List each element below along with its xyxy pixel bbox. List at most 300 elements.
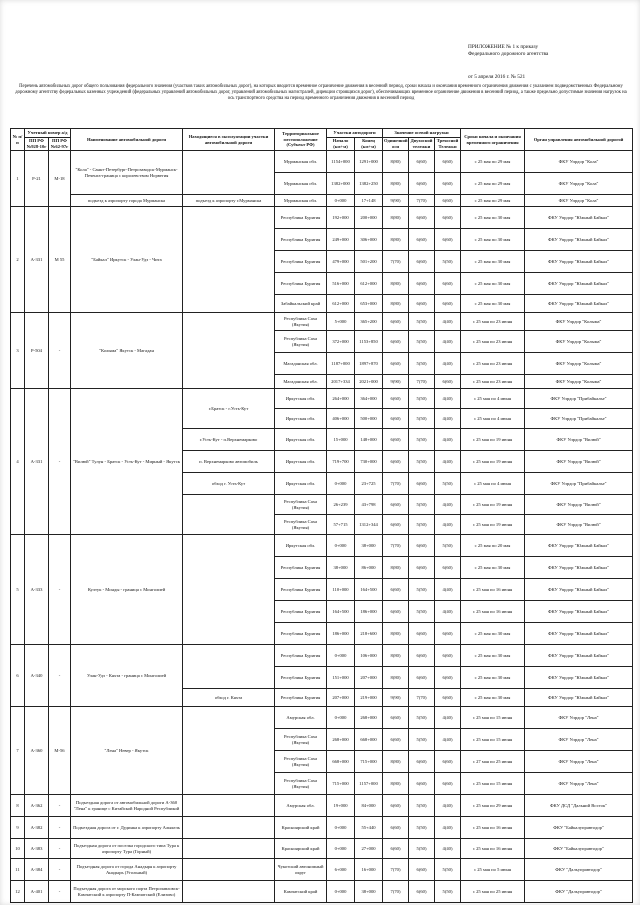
single-axle-cell: 8(80) <box>383 623 409 645</box>
header-account: Учетный номер а/д <box>25 129 71 138</box>
single-axle-cell: 7(70) <box>383 473 409 495</box>
end-cell: 1312+344 <box>355 515 383 535</box>
double-axle-cell: 5(50) <box>409 353 435 375</box>
header-section-group: Участки автодороги <box>327 129 383 138</box>
header-period: Сроки начала и окончания временного ограничения <box>461 129 525 151</box>
period-cell: с 25 мая по 30 мая <box>461 229 525 251</box>
start-cell: 0+000 <box>327 881 355 903</box>
double-axle-cell: 5(50) <box>409 515 435 535</box>
region-cell: Республика Саха (Якутия) <box>275 751 327 773</box>
single-axle-cell: 8(80) <box>383 645 409 667</box>
period-cell: с 25 мая по 15 июня <box>461 707 525 729</box>
org-cell: ФКУ Упрдор "Прибайкалье" <box>525 473 633 495</box>
start-cell: 268+000 <box>327 729 355 751</box>
single-axle-cell: 6(60) <box>383 409 409 429</box>
org-cell: ФКУ Упрдор "Южный Байкал" <box>525 295 633 313</box>
single-axle-cell: 7(70) <box>383 251 409 273</box>
start-cell: 516+000 <box>327 273 355 295</box>
single-axle-cell: 6(60) <box>383 389 409 409</box>
org-cell: ФКУ Упрдор "Вилюй" <box>525 495 633 515</box>
period-cell: с 25 мая по 30 мая <box>461 667 525 689</box>
pp-old-cell: Р-21 <box>25 151 49 207</box>
end-cell: 1153+850 <box>355 331 383 353</box>
table-row <box>11 195 633 207</box>
header-double: Двухосной тележки <box>409 138 435 151</box>
start-cell: 5+000 <box>327 313 355 331</box>
end-cell: 186+000 <box>355 601 383 623</box>
table-row <box>11 795 633 817</box>
section-cell <box>183 313 275 389</box>
org-cell: ФКУ Упрдор "Лена" <box>525 707 633 729</box>
start-cell: 264+000 <box>327 389 355 409</box>
end-cell: 219+000 <box>355 689 383 707</box>
period-cell: с 25 мая по 19 июня <box>461 451 525 473</box>
period-cell: с 25 мая по 23 июня <box>461 353 525 375</box>
triple-axle-cell: 6(60) <box>435 273 461 295</box>
double-axle-cell: 7(70) <box>409 689 435 707</box>
triple-axle-cell: 4(40) <box>435 353 461 375</box>
period-cell: с 27 мая по 25 июня <box>461 751 525 773</box>
double-axle-cell: 5(50) <box>409 707 435 729</box>
end-cell: 38+000 <box>355 535 383 557</box>
double-axle-cell: 5(50) <box>409 389 435 409</box>
region-cell: Республика Саха (Якутия) <box>275 331 327 353</box>
period-cell: с 25 мая по 16 июня <box>461 817 525 839</box>
pp-new-cell: - <box>49 535 71 645</box>
region-cell: Иркутская обл. <box>275 409 327 429</box>
end-cell: 1382+250 <box>355 173 383 195</box>
double-axle-cell: 7(70) <box>409 375 435 389</box>
start-cell: 15+000 <box>327 429 355 451</box>
road-name-cell: "Колыма" Якутск - Магадан <box>71 313 183 389</box>
double-axle-cell: 5(50) <box>409 409 435 429</box>
period-cell: с 25 мая по 23 июня <box>461 313 525 331</box>
double-axle-cell: 5(50) <box>409 429 435 451</box>
double-axle-cell: 5(50) <box>409 331 435 353</box>
region-cell: Республика Бурятия <box>275 601 327 623</box>
double-axle-cell: 5(50) <box>409 601 435 623</box>
appendix-date: от 5 апреля 2016 г. № 521 <box>468 74 526 80</box>
table-row <box>11 207 633 229</box>
double-axle-cell: 6(60) <box>409 557 435 579</box>
pp-new-cell: - <box>49 313 71 389</box>
double-axle-cell: 6(60) <box>409 207 435 229</box>
single-axle-cell: 6(60) <box>383 817 409 839</box>
double-axle-cell: 5(50) <box>409 795 435 817</box>
pp-new-cell: - <box>49 645 71 707</box>
org-cell: ФКУ Упрдор "Южный Байкал" <box>525 207 633 229</box>
section-cell <box>183 207 275 313</box>
row-number: 5 <box>11 535 25 645</box>
start-cell: 0+000 <box>327 473 355 495</box>
header-num: № п/п <box>11 129 25 151</box>
row-number: 11 <box>11 859 25 881</box>
region-cell: Забайкальский край <box>275 295 327 313</box>
end-cell: 612+000 <box>355 273 383 295</box>
region-cell: Республика Бурятия <box>275 689 327 707</box>
double-axle-cell: 5(50) <box>409 579 435 601</box>
region-cell: Амурская обл. <box>275 795 327 817</box>
header-end: Конец (км+м) <box>355 138 383 151</box>
end-cell: 106+000 <box>355 645 383 667</box>
org-cell: ФКУ Упрдор "Южный Байкал" <box>525 667 633 689</box>
header-org: Орган управления автомобильной дорогой <box>525 129 633 151</box>
org-cell: ФКУ "Дальуправтодор" <box>525 859 633 881</box>
double-axle-cell: 6(60) <box>409 229 435 251</box>
double-axle-cell: 6(60) <box>409 773 435 795</box>
period-cell: с 25 мая по 4 июня <box>461 409 525 429</box>
pp-old-cell: А-333 <box>25 535 49 645</box>
start-cell: 0+000 <box>327 645 355 667</box>
section-cell <box>183 859 275 881</box>
org-cell: ФКУ Упрдор "Южный Байкал" <box>525 623 633 645</box>
org-cell: ФКУ "Байкалуправтодор" <box>525 817 633 839</box>
start-cell: 151+000 <box>327 667 355 689</box>
row-number: 2 <box>11 207 25 313</box>
org-cell: ФКУ Упрдор "Прибайкалье" <box>525 389 633 409</box>
start-cell: 164+500 <box>327 601 355 623</box>
period-cell: с 25 мая по 23 июня <box>461 331 525 353</box>
end-cell: 55+440 <box>355 817 383 839</box>
double-axle-cell: 6(60) <box>409 273 435 295</box>
period-cell: с 25 мая по 29 мая <box>461 151 525 173</box>
org-cell: ФКУ Упрдор "Южный Байкал" <box>525 579 633 601</box>
row-number: 3 <box>11 313 25 389</box>
start-cell: 192+000 <box>327 207 355 229</box>
org-cell: ФКУ Упрдор "Лена" <box>525 773 633 795</box>
table-row <box>11 707 633 729</box>
single-axle-cell: 6(60) <box>383 451 409 473</box>
pp-old-cell: А-401 <box>25 881 49 903</box>
pp-old-cell: А-340 <box>25 645 49 707</box>
region-cell: Мурманская обл. <box>275 195 327 207</box>
end-cell: 715+000 <box>355 751 383 773</box>
period-cell: с 25 мая по 30 мая <box>461 295 525 313</box>
period-cell: с 25 мая по 30 мая <box>461 207 525 229</box>
region-cell: Республика Бурятия <box>275 579 327 601</box>
single-axle-cell: 6(60) <box>383 579 409 601</box>
double-axle-cell: 6(60) <box>409 295 435 313</box>
org-cell: ФКУ ДСД "Дальний Восток" <box>525 795 633 817</box>
road-name-cell: "Кола" - Санкт-Петербург-Петрозаводск-Мурманск-Печенга-граница с королевством Норвегия <box>71 151 183 195</box>
region-cell: Иркутская обл. <box>275 451 327 473</box>
triple-axle-cell: 5(50) <box>435 859 461 881</box>
triple-axle-cell: 4(40) <box>435 331 461 353</box>
triple-axle-cell: 5(50) <box>435 473 461 495</box>
single-axle-cell: 6(60) <box>383 313 409 331</box>
end-cell: 364+000 <box>355 389 383 409</box>
single-axle-cell: 6(60) <box>383 429 409 451</box>
period-cell: с 25 мая по 30 мая <box>461 623 525 645</box>
end-cell: 1897+870 <box>355 353 383 375</box>
single-axle-cell: 8(80) <box>383 773 409 795</box>
triple-axle-cell: 4(40) <box>435 313 461 331</box>
double-axle-cell: 5(50) <box>409 313 435 331</box>
section-cell: г.Усть-Кут - п.Верхнемарково <box>183 429 275 451</box>
single-axle-cell: 8(80) <box>383 295 409 313</box>
region-cell: Иркутская обл. <box>275 429 327 451</box>
region-cell: Мурманская обл. <box>275 173 327 195</box>
start-cell: 668+000 <box>327 751 355 773</box>
document-heading: Перечень автомобильных дорог общего пользования федерального значения (участков таких автомобильных дорог), на которых вводится временное ограничение движения в весенний период, сроки начала и окончания временного ограничения движения с указанием подведомственных Федеральному дорожному агентству федеральных казенных учреждений (федеральных управлений автомобильных дорог, управлений автомобильных магистралей, дирекции строящихся дорог), обеспечивающих временное ограничение движения в весенний период, а также предельно допустимые значения нагрузок на ось транспортного средства на период временного ограничения движения в весенний период <box>15 84 627 102</box>
header-section: Находящиеся в эксплуатации участки автомобильной дороги <box>183 129 275 151</box>
row-number: 10 <box>11 839 25 859</box>
single-axle-cell: 6(60) <box>383 795 409 817</box>
triple-axle-cell: 4(40) <box>435 601 461 623</box>
section-cell <box>183 817 275 839</box>
org-cell: ФКУ Упрдор "Прибайкалье" <box>525 409 633 429</box>
start-cell: 612+000 <box>327 295 355 313</box>
region-cell: Республика Бурятия <box>275 273 327 295</box>
period-cell: с 25 мая по 5 июня <box>461 859 525 881</box>
triple-axle-cell: 5(50) <box>435 251 461 273</box>
pp-new-cell: - <box>49 859 71 881</box>
org-cell: ФКУ Упрдор "Южный Байкал" <box>525 535 633 557</box>
period-cell: с 25 мая по 30 мая <box>461 273 525 295</box>
single-axle-cell: 9(90) <box>383 195 409 207</box>
pp-new-cell: М-56 <box>49 707 71 795</box>
header-pp-new: ПП РФ №62-97г <box>49 138 71 151</box>
end-cell: 148+000 <box>355 429 383 451</box>
period-cell: с 25 мая по 15 июня <box>461 773 525 795</box>
table-row <box>11 817 633 839</box>
double-axle-cell: 6(60) <box>409 623 435 645</box>
section-cell: п. Верхнемарково автомобиль <box>183 451 275 473</box>
appendix-line-1: ПРИЛОЖЕНИЕ № 1 к приказу <box>468 44 539 50</box>
region-cell: Красноярский край <box>275 839 327 859</box>
single-axle-cell: 6(60) <box>383 839 409 859</box>
single-axle-cell: 9(90) <box>383 689 409 707</box>
start-cell: 57+715 <box>327 515 355 535</box>
org-cell: ФКУ Упрдор "Южный Байкал" <box>525 251 633 273</box>
header-region: Территориальное местоположение (Субъект РФ) <box>275 129 327 151</box>
double-axle-cell: 5(50) <box>409 729 435 751</box>
end-cell: 84+000 <box>355 795 383 817</box>
triple-axle-cell: 6(60) <box>435 173 461 195</box>
start-cell: 372+000 <box>327 331 355 353</box>
double-axle-cell: 5(50) <box>409 451 435 473</box>
road-name-cell: Подъездная дорога от г. Дудинка к аэропорту Алыкель <box>71 817 183 839</box>
end-cell: 86+000 <box>355 557 383 579</box>
period-cell: с 25 мая по 30 мая <box>461 251 525 273</box>
road-name-cell: подъезд к аэропорту города Мурманска <box>71 195 183 207</box>
single-axle-cell: 6(60) <box>383 353 409 375</box>
period-cell: с 25 мая по 16 июня <box>461 579 525 601</box>
section-cell <box>183 707 275 795</box>
row-number: 8 <box>11 795 25 817</box>
row-number: 9 <box>11 817 25 839</box>
period-cell: с 25 мая по 19 июня <box>461 515 525 535</box>
end-cell: 306+000 <box>355 229 383 251</box>
table-row <box>11 389 633 409</box>
section-cell: обход г. Кяхта <box>183 689 275 707</box>
region-cell: Амурская обл. <box>275 707 327 729</box>
table-body <box>11 151 633 903</box>
region-cell: Иркутская обл. <box>275 535 327 557</box>
triple-axle-cell: 5(50) <box>435 881 461 903</box>
start-cell: 0+000 <box>327 817 355 839</box>
pp-new-cell: М 55 <box>49 207 71 313</box>
start-cell: 186+000 <box>327 623 355 645</box>
end-cell: 268+000 <box>355 707 383 729</box>
double-axle-cell: 6(60) <box>409 251 435 273</box>
road-name-cell: "Вилюй" Тулун - Братск - Усть-Кут - Мирный - Якутск <box>71 389 183 535</box>
triple-axle-cell: 4(40) <box>435 839 461 859</box>
triple-axle-cell: 6(60) <box>435 667 461 689</box>
start-cell: 249+000 <box>327 229 355 251</box>
triple-axle-cell: 6(60) <box>435 207 461 229</box>
section-cell: обход г. Усть-Кут <box>183 473 275 495</box>
org-cell: ФКУ Упрдор "Колыма" <box>525 375 633 389</box>
triple-axle-cell: 4(40) <box>435 817 461 839</box>
period-cell: с 25 мая по 4 июня <box>461 473 525 495</box>
start-cell: 19+000 <box>327 795 355 817</box>
row-number: 6 <box>11 645 25 707</box>
table-row <box>11 881 633 903</box>
road-name-cell: "Байкал" Иркутск - Улан-Удэ - Чита <box>71 207 183 313</box>
pp-old-cell: А-331 <box>25 389 49 535</box>
single-axle-cell: 6(60) <box>383 515 409 535</box>
single-axle-cell: 6(60) <box>383 495 409 515</box>
triple-axle-cell: 6(60) <box>435 557 461 579</box>
road-name-cell: Улан-Удэ - Кяхта - граница с Монголией <box>71 645 183 707</box>
pp-new-cell: - <box>49 817 71 839</box>
period-cell: с 25 мая по 20 мая <box>461 535 525 557</box>
row-number: 4 <box>11 389 25 535</box>
region-cell: Республика Саха (Якутия) <box>275 495 327 515</box>
header-triple: Трехосной Тележки <box>435 138 461 151</box>
single-axle-cell: 8(80) <box>383 273 409 295</box>
triple-axle-cell: 6(60) <box>435 645 461 667</box>
end-cell: 730+000 <box>355 451 383 473</box>
triple-axle-cell: 6(60) <box>435 229 461 251</box>
row-number: 7 <box>11 707 25 795</box>
triple-axle-cell: 6(60) <box>435 375 461 389</box>
start-cell: 479+000 <box>327 251 355 273</box>
end-cell: 23+725 <box>355 473 383 495</box>
double-axle-cell: 7(70) <box>409 195 435 207</box>
org-cell: ФКУ "Байкалуправтодор" <box>525 839 633 859</box>
table-row <box>11 535 633 557</box>
road-name-cell: Култук - Монды - граница с Монголией <box>71 535 183 645</box>
single-axle-cell: 6(60) <box>383 707 409 729</box>
pp-new-cell: М-18 <box>49 151 71 207</box>
pp-old-cell: А-382 <box>25 817 49 839</box>
road-name-cell: "Лена" Невер - Якутск <box>71 707 183 795</box>
region-cell: Республика Саха (Якутия) <box>275 729 327 751</box>
single-axle-cell: 6(60) <box>383 601 409 623</box>
triple-axle-cell: 4(40) <box>435 495 461 515</box>
double-axle-cell: 5(50) <box>409 817 435 839</box>
pp-new-cell: - <box>49 389 71 535</box>
double-axle-cell: 6(60) <box>409 881 435 903</box>
period-cell: с 25 мая по 23 июня <box>461 375 525 389</box>
pp-old-cell: А-362 <box>25 795 49 817</box>
end-cell: 16+000 <box>355 859 383 881</box>
double-axle-cell: 6(60) <box>409 473 435 495</box>
period-cell: с 25 мая по 29 мая <box>461 173 525 195</box>
end-cell: 38+000 <box>355 881 383 903</box>
period-cell: с 25 мая по 29 июня <box>461 795 525 817</box>
start-cell: 719+700 <box>327 451 355 473</box>
pp-old-cell: А-384 <box>25 859 49 881</box>
org-cell: ФКУ Упрдор "Вилюй" <box>525 451 633 473</box>
start-cell: 6+000 <box>327 859 355 881</box>
pp-old-cell: А-331 <box>25 207 49 313</box>
start-cell: 1154+000 <box>327 151 355 173</box>
appendix-line-2: Федерального дорожного агентства <box>468 51 549 57</box>
start-cell: 26+239 <box>327 495 355 515</box>
org-cell: ФКУ Упрдор "Южный Байкал" <box>525 689 633 707</box>
double-axle-cell: 6(60) <box>409 151 435 173</box>
org-cell: ФКУ Упрдор "Вилюй" <box>525 515 633 535</box>
table-row <box>11 313 633 331</box>
road-name-cell: Подъездная дорога от морского порта Петропавловск-Камчатский к аэропорту П-Камчатский (Елизово) <box>71 881 183 903</box>
pp-new-cell: - <box>49 839 71 859</box>
org-cell: ФКУ Упрдор "Лена" <box>525 751 633 773</box>
region-cell: Магаданская обл. <box>275 353 327 375</box>
end-cell: 500+000 <box>355 409 383 429</box>
double-axle-cell: 6(60) <box>409 645 435 667</box>
header-road-name: Наименование автомобильной дороги <box>71 129 183 151</box>
region-cell: Республика Бурятия <box>275 251 327 273</box>
pp-old-cell: А-360 <box>25 707 49 795</box>
end-cell: 207+000 <box>355 667 383 689</box>
period-cell: с 25 мая по 30 мая <box>461 557 525 579</box>
start-cell: 1382+000 <box>327 173 355 195</box>
triple-axle-cell: 4(40) <box>435 795 461 817</box>
header-load-group: Значение осевой нагрузки <box>383 129 461 138</box>
end-cell: 668+000 <box>355 729 383 751</box>
road-name-cell: Подъездная дорога от поселка городского типа Тура к аэропорту Тура (Горный) <box>71 839 183 859</box>
pp-new-cell: - <box>49 795 71 817</box>
single-axle-cell: 6(60) <box>383 331 409 353</box>
period-cell: с 25 мая по 30 мая <box>461 645 525 667</box>
section-cell <box>183 535 275 645</box>
start-cell: 110+000 <box>327 579 355 601</box>
table-row <box>11 645 633 667</box>
triple-axle-cell: 6(60) <box>435 751 461 773</box>
region-cell: Республика Бурятия <box>275 667 327 689</box>
header-single: Одиночной оси <box>384 138 408 149</box>
org-cell: ФКУ Упрдор "Кола" <box>525 195 633 207</box>
section-cell <box>183 495 275 535</box>
single-axle-cell: 7(70) <box>383 535 409 557</box>
region-cell: Мурманская обл. <box>275 151 327 173</box>
double-axle-cell: 6(60) <box>409 751 435 773</box>
single-axle-cell: 8(80) <box>383 667 409 689</box>
section-cell: г.Братск - г.Усть-Кут <box>183 389 275 429</box>
org-cell: ФКУ "Дальуправтодор" <box>525 881 633 903</box>
pp-new-cell: - <box>49 881 71 903</box>
triple-axle-cell: 4(40) <box>435 579 461 601</box>
org-cell: ФКУ Упрдор "Вилюй" <box>525 429 633 451</box>
triple-axle-cell: 5(50) <box>435 535 461 557</box>
single-axle-cell: 8(80) <box>383 173 409 195</box>
region-cell: Красноярский край <box>275 817 327 839</box>
start-cell: 406+000 <box>327 409 355 429</box>
triple-axle-cell: 6(60) <box>435 295 461 313</box>
start-cell: 207+000 <box>327 689 355 707</box>
double-axle-cell: 5(50) <box>409 495 435 515</box>
start-cell: 715+000 <box>327 773 355 795</box>
header-pp-old: ПП РФ №928-10г <box>25 138 49 151</box>
appendix-block <box>468 44 628 81</box>
triple-axle-cell: 6(60) <box>435 623 461 645</box>
section-cell <box>183 881 275 903</box>
single-axle-cell: 8(80) <box>383 151 409 173</box>
region-cell: Республика Бурятия <box>275 645 327 667</box>
